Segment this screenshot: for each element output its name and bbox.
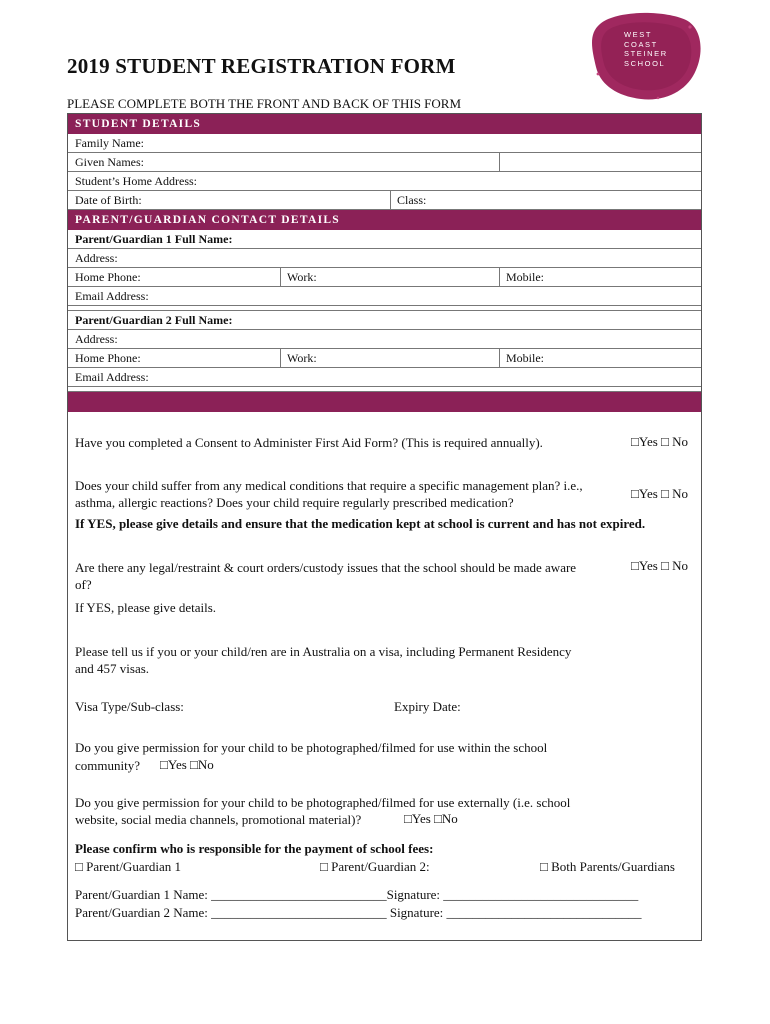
expiry-date-label[interactable]: Expiry Date:: [394, 699, 461, 714]
section-divider-band: [68, 392, 701, 412]
divider: [280, 349, 281, 367]
legal-details-prompt: If YES, please give details.: [75, 600, 217, 615]
fees-option-parent1[interactable]: □ Parent/Guardian 1: [75, 859, 182, 874]
family-name-row[interactable]: [68, 134, 701, 153]
family-name-label: Family Name:: [75, 136, 144, 150]
school-logo: [586, 12, 701, 102]
photo-school-line2: community?: [75, 758, 140, 773]
p2-phone-row[interactable]: [68, 349, 701, 368]
medical-note: If YES, please give details and ensure that the medication kept at school is current and has not expired.: [75, 516, 646, 531]
fees-heading: Please confirm who is responsible for the payment of school fees:: [75, 841, 434, 856]
dob-label: Date of Birth:: [75, 193, 142, 207]
page-instruction: PLEASE COMPLETE BOTH THE FRONT AND BACK OF THIS FORM: [67, 96, 462, 111]
photo-school-yes-no[interactable]: □Yes □No: [160, 757, 214, 772]
legal-yes-no[interactable]: □Yes □ No: [631, 558, 689, 573]
p1-email-label: Email Address:: [75, 289, 149, 303]
signature-line-parent1[interactable]: Parent/Guardian 1 Name: ___________________________Signature: ______________________________: [75, 887, 639, 902]
p1-phone-row[interactable]: [68, 268, 701, 287]
p2-address-row[interactable]: [68, 330, 701, 349]
p1-work-label: Work:: [287, 270, 317, 284]
p1-address-row[interactable]: [68, 249, 701, 268]
photo-external-line1: Do you give permission for your child to be photographed/filmed for use externally (i.e. school: [75, 795, 571, 810]
page-title: 2019 STUDENT REGISTRATION FORM: [67, 54, 456, 78]
p1-email-row[interactable]: [68, 287, 701, 306]
medical-question-line1: Does your child suffer from any medical conditions that require a specific management plan? i.e.,: [75, 478, 583, 493]
p2-full-name-row[interactable]: [68, 311, 701, 330]
fees-option-parent2[interactable]: □ Parent/Guardian 2:: [320, 859, 430, 874]
legal-question-line1: Are there any legal/restraint & court orders/custody issues that the school should be made aware: [75, 560, 577, 575]
logo-line: COAST: [624, 39, 658, 49]
visa-type-label[interactable]: Visa Type/Sub-class:: [75, 699, 184, 714]
logo-text: [624, 30, 684, 68]
p1-full-name-row[interactable]: [68, 230, 701, 249]
fees-option-both[interactable]: □ Both Parents/Guardians: [540, 859, 675, 874]
photo-school-line1: Do you give permission for your child to be photographed/filmed for use within the school: [75, 740, 548, 755]
first-aid-yes-no[interactable]: □Yes □ No: [631, 434, 689, 449]
divider: [390, 191, 391, 209]
first-aid-question: Have you completed a Consent to Administer First Aid Form? (This is required annually).: [75, 435, 543, 450]
photo-external-line2: website, social media channels, promotional material)?: [75, 812, 362, 827]
given-names-row[interactable]: [68, 153, 701, 172]
divider: [499, 268, 500, 286]
p1-home-phone-label: Home Phone:: [75, 270, 141, 284]
logo-line: STEINER: [624, 49, 668, 59]
medical-question-line2: asthma, allergic reactions? Does your child require regularly prescribed medication?: [75, 495, 514, 510]
divider: [280, 268, 281, 286]
photo-external-yes-no[interactable]: □Yes □No: [404, 811, 458, 826]
guardian-details-header: PARENT/GUARDIAN CONTACT DETAILS: [68, 210, 701, 230]
p2-full-name-label: Parent/Guardian 2 Full Name:: [75, 313, 233, 327]
visa-question-line2: and 457 visas.: [75, 661, 150, 676]
logo-line: SCHOOL: [624, 58, 666, 68]
logo-line: WEST: [624, 30, 653, 39]
home-address-row[interactable]: [68, 172, 701, 191]
p2-home-phone-label: Home Phone:: [75, 351, 141, 365]
given-names-label: Given Names:: [75, 155, 144, 169]
student-details-header: STUDENT DETAILS: [68, 114, 701, 134]
divider: [499, 349, 500, 367]
p2-email-label: Email Address:: [75, 370, 149, 384]
visa-question-line1: Please tell us if you or your child/ren are in Australia on a visa, including Permanent Residency: [75, 644, 572, 659]
p1-mobile-label: Mobile:: [506, 270, 544, 284]
home-address-label: Student’s Home Address:: [75, 174, 197, 188]
p2-work-label: Work:: [287, 351, 317, 365]
p2-address-label: Address:: [75, 332, 118, 346]
p2-mobile-label: Mobile:: [506, 351, 544, 365]
signature-line-parent2[interactable]: Parent/Guardian 2 Name: ___________________________ Signature: ______________________________: [75, 905, 642, 920]
p1-full-name-label: Parent/Guardian 1 Full Name:: [75, 232, 233, 246]
divider: [499, 153, 500, 171]
dob-class-row[interactable]: [68, 191, 701, 210]
class-label: Class:: [397, 193, 427, 207]
p2-email-row[interactable]: [68, 368, 701, 387]
legal-question-line2: of?: [75, 577, 92, 592]
p1-address-label: Address:: [75, 251, 118, 265]
medical-yes-no[interactable]: □Yes □ No: [631, 486, 689, 501]
